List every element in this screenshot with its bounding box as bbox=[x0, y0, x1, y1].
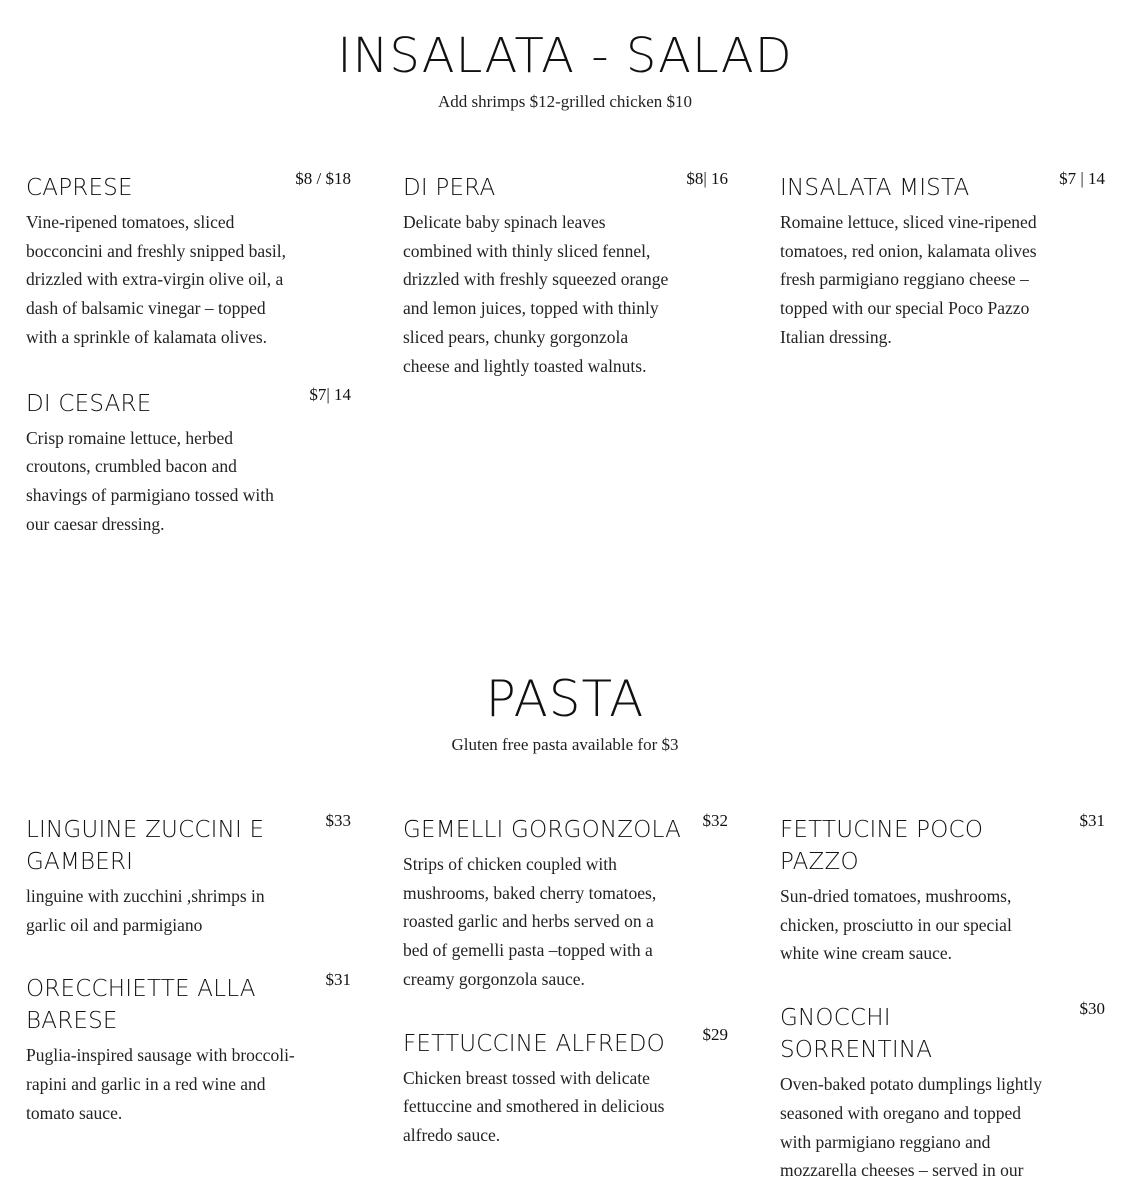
salad-column-2 bbox=[403, 169, 728, 380]
salad-section-subtitle: Add shrimps $12-grilled chicken $10 bbox=[437, 92, 692, 111]
item-description: Strips of chicken coupled with mushrooms, baked cherry tomatoes, roasted garlic and herbs served on a bed of gemelli pasta –topped with a creamy gorgonzola sauce. bbox=[403, 854, 657, 989]
item-price: $7 | 14 bbox=[1059, 169, 1105, 188]
salad-column-1 bbox=[26, 169, 351, 538]
pasta-column-3 bbox=[780, 811, 1105, 1185]
pasta-column-2 bbox=[403, 811, 728, 1150]
item-description: Vine-ripened tomatoes, sliced bocconcini and freshly snipped basil, drizzled with extra-virgin olive oil, a dash of balsamic vinegar – topped with a sprinkle of kalamata olives. bbox=[26, 212, 287, 347]
item-price: $30 bbox=[1079, 999, 1105, 1019]
item-price: $31 bbox=[325, 970, 351, 990]
item-name: LINGUINE ZUCCINI E GAMBERI bbox=[26, 817, 265, 875]
menu-item-orecchiette bbox=[26, 970, 351, 1127]
salad-section-title: INSALATA - SALAD bbox=[337, 28, 793, 84]
menu-item-linguine-zuccini bbox=[26, 811, 351, 939]
menu-item-di-pera bbox=[403, 169, 728, 380]
item-description: Puglia-inspired sausage with broccoli-rapini and garlic in a red wine and tomato sauce. bbox=[26, 1045, 295, 1123]
menu-item-di-cesare bbox=[26, 384, 351, 539]
item-description: Delicate baby spinach leaves combined with thinly sliced fennel, drizzled with freshly squeezed orange and lemon juices, topped with thinly sliced pears, chunky gorgonzola cheese and lightly toasted walnuts. bbox=[403, 212, 669, 376]
item-name: DI PERA bbox=[403, 175, 496, 201]
item-price: $8 / $18 bbox=[295, 169, 351, 188]
item-description: Chicken breast tossed with delicate fettuccine and smothered in delicious alfredo sauce. bbox=[403, 1067, 665, 1145]
item-description: Romaine lettuce, sliced vine-ripened tomatoes, red onion, kalamata olives fresh parmigiano reggiano cheese – topped with our special Poco Pazzo Italian dressing. bbox=[780, 212, 1037, 347]
item-name: FETTUCCINE ALFREDO bbox=[403, 1030, 665, 1057]
salad-column-3 bbox=[780, 169, 1105, 352]
item-price: $7| 14 bbox=[309, 384, 351, 404]
item-price: $32 bbox=[702, 811, 728, 830]
item-name: GEMELLI GORGONZOLA bbox=[403, 817, 682, 843]
menu-item-caprese bbox=[26, 169, 351, 352]
pasta-column-1 bbox=[26, 811, 351, 1128]
menu-item-fettucine-poco-pazzo bbox=[780, 811, 1105, 968]
item-name: ORECCHIETTE ALLA BARESE bbox=[26, 976, 256, 1035]
item-price: $8| 16 bbox=[686, 169, 728, 188]
menu-item-insalata-mista bbox=[780, 169, 1105, 352]
item-price: $31 bbox=[1079, 811, 1105, 830]
item-description: linguine with zucchini ,shrimps in garlic oil and parmigiano bbox=[26, 886, 265, 935]
menu-item-gemelli-gorgonzola bbox=[403, 811, 728, 994]
item-description: Oven-baked potato dumplings lightly seasoned with oregano and topped with parmigiano reggiano and mozzarella cheeses – served in our bbox=[780, 1074, 1042, 1181]
item-description: Crisp romaine lettuce, herbed croutons, crumbled bacon and shavings of parmigiano tossed with our caesar dressing. bbox=[26, 427, 274, 534]
item-price: $29 bbox=[702, 1024, 728, 1044]
item-name: GNOCCHI SORRENTINA bbox=[780, 1005, 933, 1064]
menu-item-fettuccine-alfredo bbox=[403, 1024, 728, 1150]
menu-item-gnocchi-sorrentina bbox=[780, 999, 1105, 1185]
item-name: CAPRESE bbox=[26, 175, 133, 201]
item-price: $33 bbox=[325, 811, 351, 830]
pasta-section-subtitle: Gluten free pasta available for $3 bbox=[451, 735, 679, 754]
item-name: DI CESARE bbox=[26, 390, 152, 417]
item-name: FETTUCINE POCO PAZZO bbox=[780, 817, 984, 875]
pasta-section-title: PASTA bbox=[485, 670, 645, 728]
item-description: Sun-dried tomatoes, mushrooms, chicken, prosciutto in our special white wine cream sauce. bbox=[780, 886, 1012, 964]
item-name: INSALATA MISTA bbox=[780, 175, 970, 201]
